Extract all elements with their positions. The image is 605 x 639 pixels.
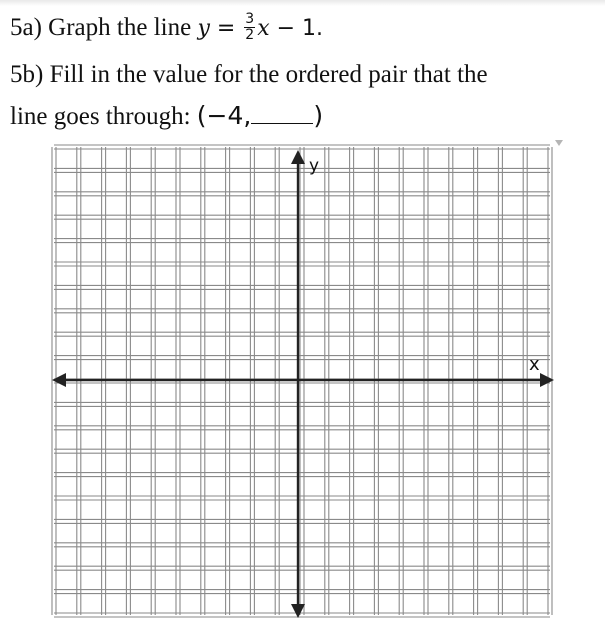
y-axis-top-arrow [291, 150, 305, 164]
y-variable: y [197, 15, 210, 41]
point-prefix: (−4, [196, 101, 252, 130]
corner-dropdown-icon[interactable] [555, 140, 563, 146]
fraction-numerator: 3 [245, 11, 255, 27]
x-axis-label: x [529, 354, 540, 375]
question-part-b: 5b) Fill in the value for the ordered pair that the [10, 61, 488, 88]
y-axis-label: y [309, 156, 320, 176]
point-suffix: ) [313, 101, 324, 130]
fraction-denominator: 2 [245, 26, 255, 43]
equals-sign: = [209, 15, 243, 41]
axes [52, 150, 554, 618]
equation-tail: − 1. [269, 15, 324, 41]
part-b-text: line goes through: [10, 103, 197, 130]
part-a-label: 5a) Graph the line [10, 13, 198, 41]
y-axis-bottom-arrow [291, 604, 305, 618]
x-axis-left-arrow [52, 373, 66, 387]
x-variable: x [257, 15, 270, 41]
